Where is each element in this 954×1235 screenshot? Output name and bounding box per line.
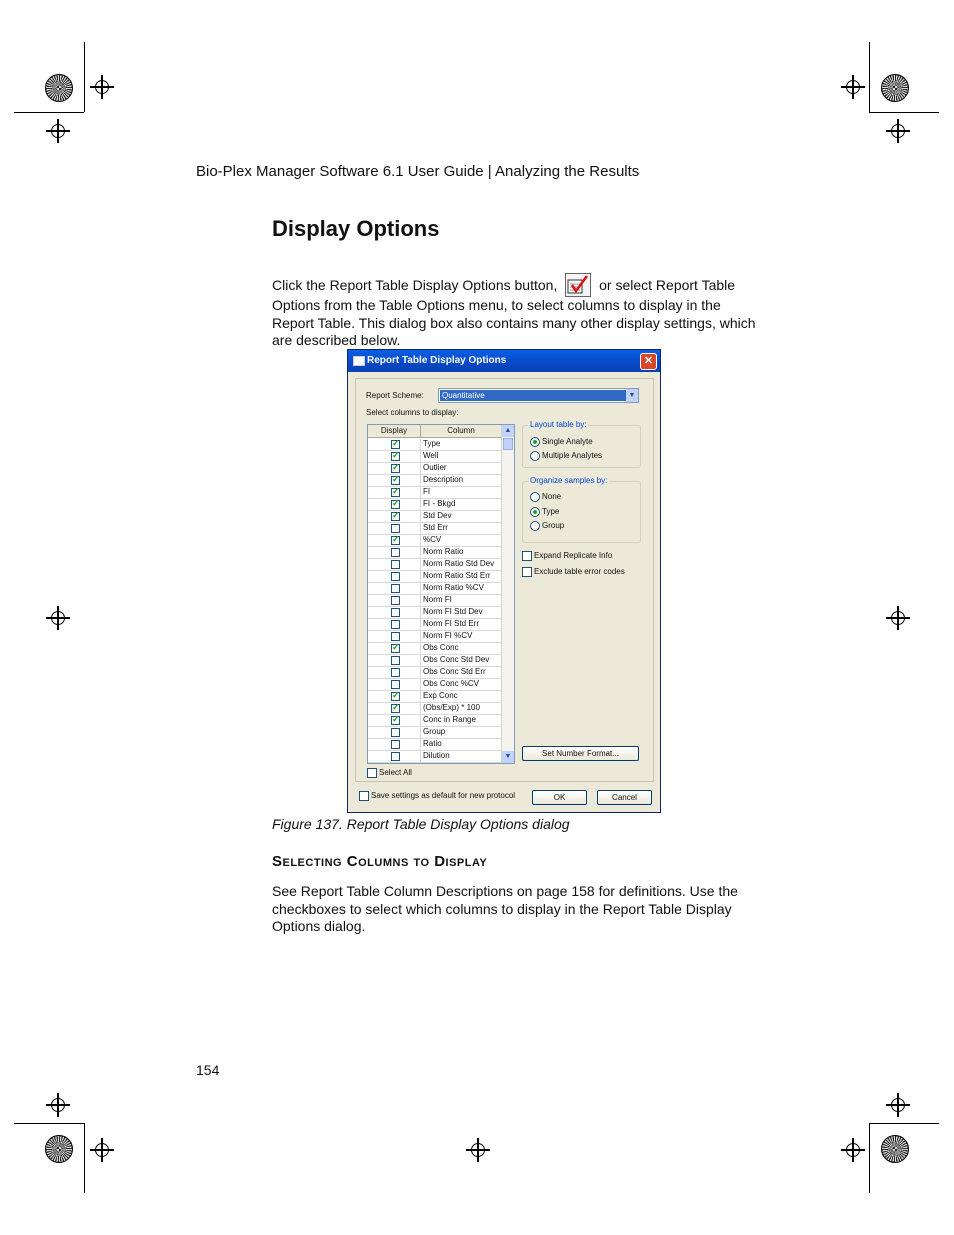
column-header-display[interactable]: Display xyxy=(368,425,421,437)
row-separator xyxy=(420,690,421,702)
close-button[interactable]: ✕ xyxy=(640,353,657,370)
color-rosette-icon xyxy=(45,1135,73,1163)
row-display-checkbox[interactable] xyxy=(391,524,400,533)
crosshair-icon xyxy=(51,1098,65,1112)
save-default-label: Save settings as default for new protocol xyxy=(371,791,516,800)
row-column-name: Norm FI xyxy=(423,595,452,604)
crosshair-icon xyxy=(95,1143,109,1157)
dialog-title: Report Table Display Options xyxy=(367,355,507,366)
save-default-checkbox[interactable] xyxy=(359,791,369,801)
table-scrollbar[interactable] xyxy=(501,425,514,763)
section-body: See Report Table Column Descriptions on page 158 for definitions. Use the checkboxes to select which columns to display in the Report Table Display Options dialog. xyxy=(272,883,738,934)
color-rosette-icon xyxy=(881,74,909,102)
radio-single-analyte[interactable] xyxy=(530,437,540,447)
radio-none[interactable] xyxy=(530,492,540,502)
organize-samples-group xyxy=(522,476,641,543)
row-separator xyxy=(420,498,421,510)
row-display-checkbox[interactable] xyxy=(391,656,400,665)
row-separator xyxy=(420,582,421,594)
intro-text-after: or select Report Table Options from the Table Options menu, to select columns to display in the Report Table. This dialog box also contains many other display settings, which are described below. xyxy=(272,277,756,348)
radio-group[interactable] xyxy=(530,521,540,531)
crosshair-icon xyxy=(891,611,905,625)
radio-type[interactable] xyxy=(530,507,540,517)
row-column-name: Obs Conc Std Dev xyxy=(423,655,490,664)
row-column-name: (Obs/Exp) * 100 xyxy=(423,703,480,712)
row-separator xyxy=(420,486,421,498)
crosshair-icon xyxy=(846,80,860,94)
row-display-checkbox[interactable] xyxy=(391,704,400,713)
section-title: Selecting Columns to Display xyxy=(272,853,488,870)
layout-table-by-group xyxy=(522,420,641,468)
expand-replicate-checkbox[interactable] xyxy=(522,551,532,561)
row-separator xyxy=(420,642,421,654)
dialog-titlebar[interactable] xyxy=(348,350,660,372)
row-column-name: FI xyxy=(423,487,431,496)
report-table-display-options-dialog xyxy=(347,349,661,813)
select-columns-label: Select columns to display: xyxy=(366,408,459,417)
color-rosette-icon xyxy=(881,1135,909,1163)
row-display-checkbox[interactable] xyxy=(391,692,400,701)
row-display-checkbox[interactable] xyxy=(391,740,400,749)
radio-multiple-analytes[interactable] xyxy=(530,451,540,461)
row-separator xyxy=(420,462,421,474)
crosshair-icon xyxy=(891,1098,905,1112)
row-separator xyxy=(420,702,421,714)
row-column-name: Obs Conc xyxy=(423,643,459,652)
row-column-name: Obs Conc Std Err xyxy=(423,667,486,676)
row-column-name: Type xyxy=(423,439,441,448)
row-column-name: Norm FI Std Dev xyxy=(423,607,483,616)
row-column-name: Obs Conc %CV xyxy=(423,679,480,688)
row-column-name: Norm FI Std Err xyxy=(423,619,480,628)
scroll-down-icon[interactable]: ▼ xyxy=(502,751,514,763)
row-display-checkbox[interactable] xyxy=(391,500,400,509)
row-display-checkbox[interactable] xyxy=(391,728,400,737)
intro-paragraph xyxy=(272,273,762,350)
table-row[interactable] xyxy=(368,750,501,763)
row-display-checkbox[interactable] xyxy=(391,620,400,629)
row-separator xyxy=(420,438,421,450)
column-header-column[interactable]: Column xyxy=(447,426,475,435)
row-column-name: Outlier xyxy=(423,463,447,472)
row-separator xyxy=(420,534,421,546)
crosshair-icon xyxy=(95,80,109,94)
row-separator xyxy=(420,630,421,642)
row-display-checkbox[interactable] xyxy=(391,644,400,653)
row-display-checkbox[interactable] xyxy=(391,668,400,677)
row-display-checkbox[interactable] xyxy=(391,536,400,545)
report-options-button-icon xyxy=(565,273,591,297)
crosshair-icon xyxy=(51,124,65,138)
row-separator xyxy=(420,606,421,618)
row-display-checkbox[interactable] xyxy=(391,548,400,557)
row-display-checkbox[interactable] xyxy=(391,752,400,761)
row-separator xyxy=(420,618,421,630)
row-separator xyxy=(420,714,421,726)
row-separator xyxy=(420,666,421,678)
columns-table[interactable] xyxy=(367,424,515,764)
expand-replicate-label: Expand Replicate Info xyxy=(534,551,613,560)
row-column-name: Norm Ratio %CV xyxy=(423,583,484,592)
radio-label: Single Analyte xyxy=(542,437,593,446)
row-display-checkbox[interactable] xyxy=(391,632,400,641)
intro-text-before: Click the Report Table Display Options button, xyxy=(272,277,558,293)
crosshair-icon xyxy=(471,1143,485,1157)
row-column-name: Norm Ratio xyxy=(423,547,464,556)
running-header: Bio-Plex Manager Software 6.1 User Guide | Analyzing the Results xyxy=(196,163,640,180)
organize-group-legend: Organize samples by: xyxy=(530,476,608,485)
scroll-thumb[interactable] xyxy=(503,438,513,450)
row-column-name: Std Dev xyxy=(423,511,452,520)
row-display-checkbox[interactable] xyxy=(391,440,400,449)
layout-group-legend: Layout table by: xyxy=(530,420,587,429)
exclude-error-codes-label: Exclude table error codes xyxy=(534,567,625,576)
row-display-checkbox[interactable] xyxy=(391,464,400,473)
row-column-name: Std Err xyxy=(423,523,448,532)
scroll-up-icon[interactable]: ▲ xyxy=(502,425,514,437)
row-column-name: Norm FI %CV xyxy=(423,631,473,640)
row-separator xyxy=(420,594,421,606)
cancel-button[interactable]: Cancel xyxy=(597,790,652,805)
report-scheme-select[interactable] xyxy=(438,388,639,403)
row-column-name: Conc in Range xyxy=(423,715,476,724)
window-icon xyxy=(353,356,365,366)
row-separator xyxy=(420,726,421,738)
report-scheme-value: Quantitative xyxy=(440,390,626,401)
row-column-name: %CV xyxy=(423,535,442,544)
row-display-checkbox[interactable] xyxy=(391,596,400,605)
row-separator xyxy=(420,510,421,522)
crosshair-icon xyxy=(846,1143,860,1157)
table-header xyxy=(368,425,501,438)
row-display-checkbox[interactable] xyxy=(391,476,400,485)
row-separator xyxy=(420,522,421,534)
row-display-checkbox[interactable] xyxy=(391,512,400,521)
row-separator xyxy=(420,738,421,750)
row-separator xyxy=(420,558,421,570)
row-display-checkbox[interactable] xyxy=(391,488,400,497)
set-number-format-button[interactable]: Set Number Format... xyxy=(522,746,639,761)
row-column-name: Norm Ratio Std Err xyxy=(423,571,491,580)
crosshair-icon xyxy=(51,611,65,625)
color-rosette-icon xyxy=(45,74,73,102)
radio-label: Multiple Analytes xyxy=(542,451,603,460)
radio-label: Group xyxy=(542,521,565,530)
row-display-checkbox[interactable] xyxy=(391,608,400,617)
row-display-checkbox[interactable] xyxy=(391,452,400,461)
select-all-label: Select All xyxy=(379,768,412,777)
chevron-down-icon[interactable]: ▼ xyxy=(626,389,638,402)
row-separator xyxy=(420,750,421,762)
row-column-name: Ratio xyxy=(423,739,442,748)
report-scheme-label: Report Scheme: xyxy=(366,391,424,400)
radio-label: Type xyxy=(542,507,560,516)
row-column-name: Well xyxy=(423,451,439,460)
exclude-error-codes-checkbox[interactable] xyxy=(522,567,532,577)
ok-button[interactable]: OK xyxy=(532,790,587,805)
row-column-name: FI - Bkgd xyxy=(423,499,456,508)
row-display-checkbox[interactable] xyxy=(391,584,400,593)
radio-label: None xyxy=(542,492,562,501)
row-display-checkbox[interactable] xyxy=(391,572,400,581)
row-display-checkbox[interactable] xyxy=(391,680,400,689)
figure-caption: Figure 137. Report Table Display Options dialog xyxy=(272,816,570,832)
row-separator xyxy=(420,474,421,486)
row-column-name: Exp Conc xyxy=(423,691,458,700)
page-title: Display Options xyxy=(272,216,440,241)
row-separator xyxy=(420,570,421,582)
row-display-checkbox[interactable] xyxy=(391,560,400,569)
page-number: 154 xyxy=(196,1062,220,1078)
crosshair-icon xyxy=(891,124,905,138)
row-separator xyxy=(420,450,421,462)
select-all-checkbox[interactable] xyxy=(367,768,377,778)
row-separator xyxy=(420,678,421,690)
row-display-checkbox[interactable] xyxy=(391,716,400,725)
row-separator xyxy=(420,654,421,666)
row-column-name: Norm Ratio Std Dev xyxy=(423,559,495,568)
row-column-name: Group xyxy=(423,727,446,736)
row-column-name: Description xyxy=(423,475,464,484)
row-separator xyxy=(420,546,421,558)
row-column-name: Dilution xyxy=(423,751,450,760)
